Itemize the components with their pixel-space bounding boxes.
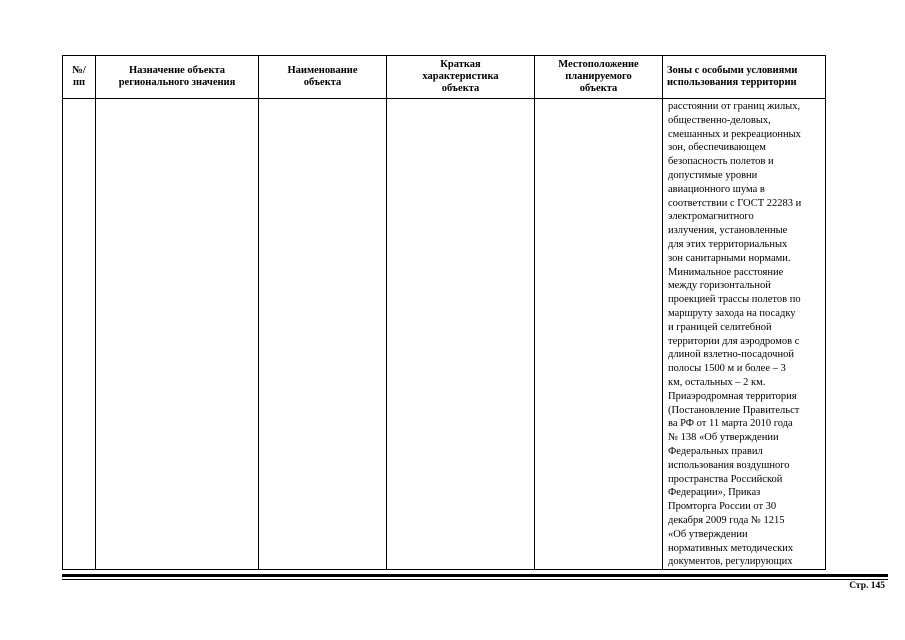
cell-short-description (387, 99, 535, 570)
regional-objects-table (62, 55, 826, 570)
table-header-row (63, 56, 826, 99)
header-special-zones: Зоны с особыми условиями использования территории (663, 56, 826, 99)
table-row (63, 99, 826, 570)
footer-divider-thick (62, 574, 888, 577)
header-object-name: Наименование объекта (259, 56, 387, 99)
footer-divider-thin (62, 579, 888, 580)
page-number: Стр. 145 (849, 581, 885, 591)
cell-regional-purpose (96, 99, 259, 570)
header-number: №/ пп (63, 56, 96, 99)
cell-number (63, 99, 96, 570)
cell-planned-location (535, 99, 663, 570)
cell-special-zones (663, 99, 826, 570)
header-planned-location: Местоположение планируемого объекта (535, 56, 663, 99)
special-zones-text: расстоянии от границ жилых, общественно-деловых, смешанных и рекреационных зон, обеспечивающем безопасность полетов и допустимые уровни авиационного шума в соответствии с ГОСТ 22283 и электромагнитного излучения, установленные для этих территориальных зон санитарными нормами. Минимальное расстояние между горизонтальной проекцией трассы полетов по маршруту захода на посадку и границей селитебной территории для аэродромов с длиной взлетно-посадочной полосы 1500 м и более – 3 км, остальных – 2 км. Приаэродромная территория (Постановление Правительст ва РФ от 11 марта 2010 года № 138 «Об утверждении Федеральных правил использования воздушного пространства Российской Федерации», Приказ Промторга России от 30 декабря 2009 года № 1215 «Об утверждении нормативных методических документов, регулирующих (668, 101, 802, 568)
cell-object-name (259, 99, 387, 570)
header-regional-purpose: Назначение объекта регионального значения (96, 56, 259, 99)
header-short-description: Краткая характеристика объекта (387, 56, 535, 99)
